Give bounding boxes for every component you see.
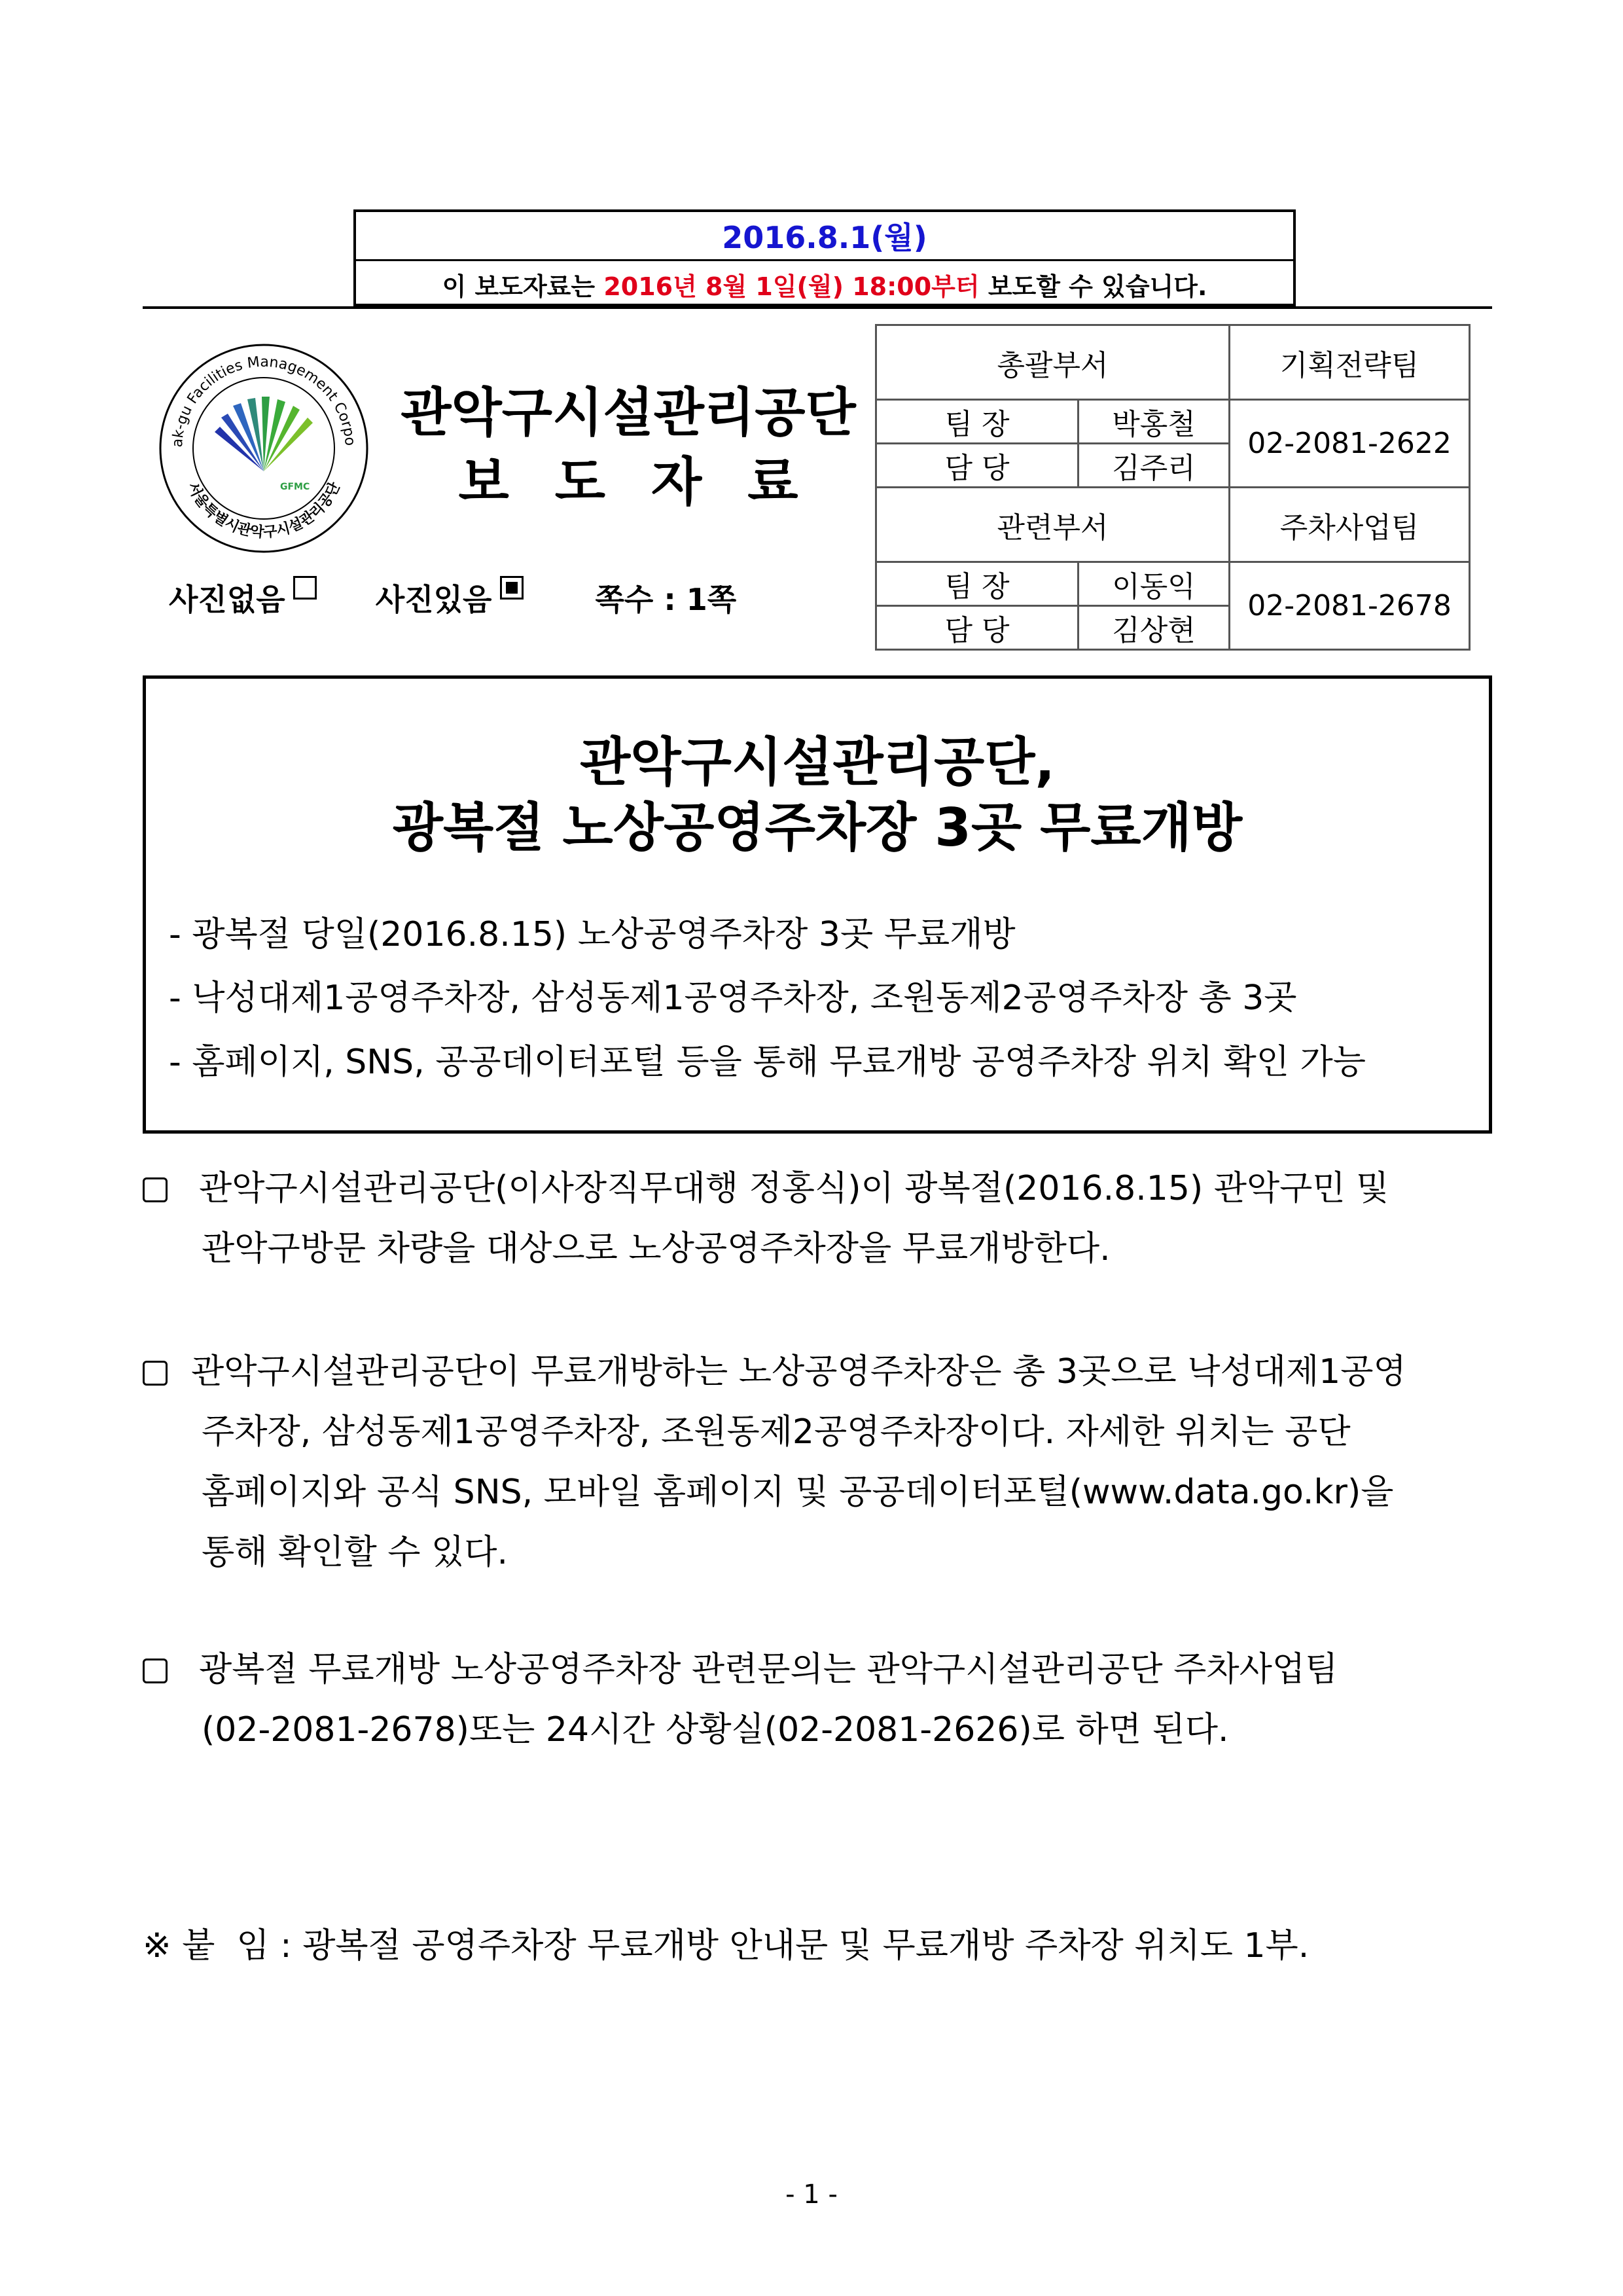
doc-type-title: 보도자료 (458, 452, 844, 512)
paragraph-line: 통해 확인할 수 있다. (202, 1533, 508, 1572)
release-date: 2016.8.1(월) (356, 212, 1293, 261)
headline-line-1: 관악구시설관리공단, (580, 732, 1055, 793)
paragraph-text: 광복절 무료개방 노상공영주차장 관련문의는 관악구시설관리공단 주차사업팀 (199, 1650, 1338, 1689)
gfmc-logo (156, 340, 372, 556)
contact-name: 김주리 (1079, 444, 1230, 488)
embargo-prefix: 이 보도자료는 (442, 272, 604, 301)
embargo-notice (356, 261, 1293, 307)
svg-text:서울특별시관악구시설관리공단 (184, 479, 344, 541)
photo-none-label: 사진없음 (169, 582, 285, 617)
logo-text-en: ak-gu Facilities Management Corpo (169, 353, 359, 448)
contact-name: 이동익 (1079, 562, 1230, 606)
summary-bullet: - 홈페이지, SNS, 공공데이터포털 등을 통해 무료개방 공영주차장 위치 확인 가능 (169, 1043, 1366, 1082)
logo-text-ko: 서울특별시관악구시설관리공단 (184, 479, 344, 541)
square-bullet-icon (143, 1659, 168, 1683)
body-paragraph (143, 1342, 1492, 1583)
related-dept: 주차사업팀 (1230, 488, 1470, 562)
paragraph-text: 관악구시설관리공단(이사장직무대행 정홍식)이 광복절(2016.8.15) 관악구민 및 (199, 1169, 1389, 1208)
contact-table (875, 324, 1471, 651)
photo-indicator-row (169, 576, 736, 619)
paragraph-line (143, 1158, 1492, 1219)
logo-fan-icon (215, 397, 313, 471)
general-dept-label: 총괄부서 (876, 325, 1230, 400)
contact-role: 담 당 (876, 444, 1079, 488)
general-dept: 기획전략팀 (1230, 325, 1470, 400)
embargo-time: 2016년 8월 1일(월) 18:00부터 (603, 272, 980, 301)
square-bullet-icon (143, 1177, 168, 1202)
body-paragraph (143, 1158, 1492, 1279)
paragraph-text: 관악구시설관리공단이 무료개방하는 노상공영주차장은 총 3곳으로 낙성대제1공영 (191, 1352, 1406, 1391)
release-date-box (353, 209, 1296, 306)
org-name: 관악구시설관리공단 (401, 382, 856, 443)
summary-bullet: - 광복절 당일(2016.8.15) 노상공영주차장 3곳 무료개방 (169, 915, 1016, 954)
related-phone: 02-2081-2678 (1230, 562, 1470, 650)
embargo-suffix: 보도할 수 있습니다. (979, 272, 1207, 301)
paragraph-line (143, 1640, 1492, 1700)
related-dept-label: 관련부서 (876, 488, 1230, 562)
contact-role: 팀 장 (876, 562, 1079, 606)
page-count: 쪽수 : 1쪽 (595, 582, 737, 617)
paragraph-line (143, 1342, 1492, 1402)
headline-line-2: 광복절 노상공영주차장 3곳 무료개방 (392, 797, 1243, 858)
attachment-note: ※ 붙 임 : 광복절 공영주차장 무료개방 안내문 및 무료개방 주차장 위치도 1부. (143, 1926, 1310, 1965)
contact-role: 담 당 (876, 606, 1079, 650)
photo-yes-label: 사진있음 (375, 582, 492, 617)
contact-name: 김상현 (1079, 606, 1230, 650)
body-paragraph (143, 1640, 1492, 1760)
general-phone: 02-2081-2622 (1230, 400, 1470, 488)
paragraph-line: 주차장, 삼성동제1공영주차장, 조원동제2공영주차장이다. 자세한 위치는 공단 (202, 1412, 1351, 1452)
paragraph-line: (02-2081-2678)또는 24시간 상황실(02-2081-2626)로 하면 된다. (202, 1710, 1229, 1749)
contact-name: 박홍철 (1079, 400, 1230, 444)
header-divider (143, 306, 1492, 309)
photo-none-checkbox (293, 576, 317, 600)
paragraph-line: 홈페이지와 공식 SNS, 모바일 홈페이지 및 공공데이터포털(www.data.go.kr)을 (202, 1473, 1394, 1512)
photo-yes-checkbox (500, 576, 524, 600)
summary-bullet: - 낙성대제1공영주차장, 삼성동제1공영주차장, 조원동제2공영주차장 총 3곳 (169, 978, 1297, 1018)
paragraph-line: 관악구방문 차량을 대상으로 노상공영주차장을 무료개방한다. (202, 1229, 1111, 1268)
logo-abbr: GFMC (280, 482, 310, 492)
contact-role: 팀 장 (876, 400, 1079, 444)
square-bullet-icon (143, 1361, 168, 1386)
page-number: - 1 - (785, 2179, 838, 2210)
